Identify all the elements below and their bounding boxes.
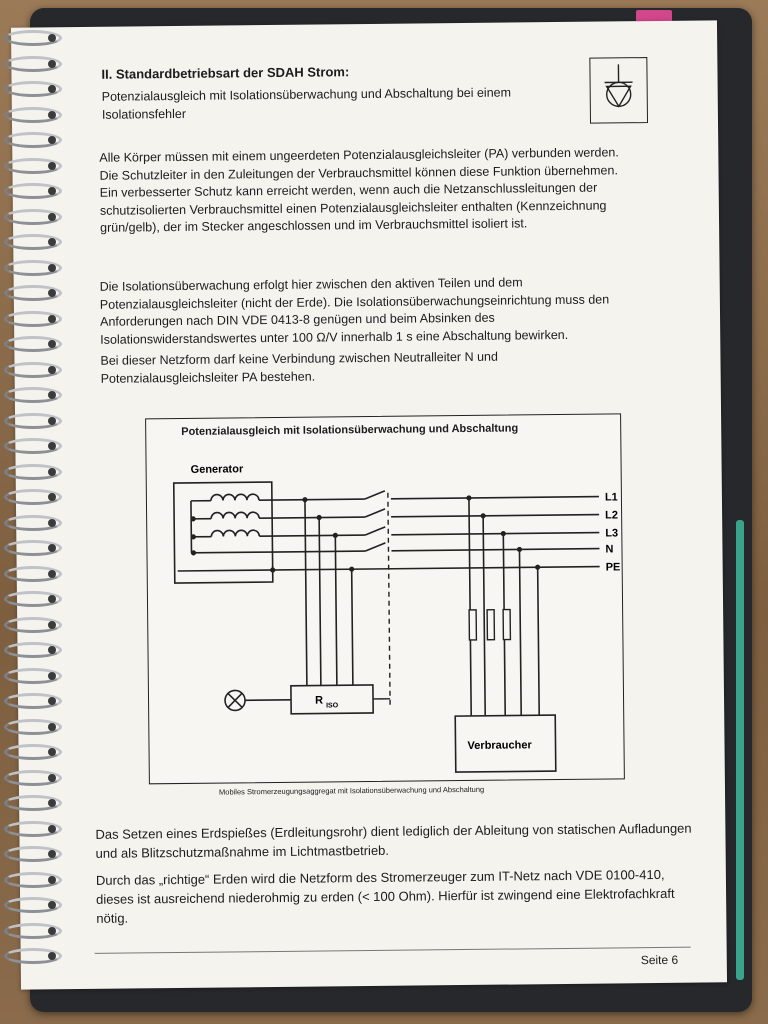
line-label-pe: PE	[605, 561, 621, 574]
generator-label: Generator	[190, 463, 244, 476]
binding-hole	[48, 238, 56, 246]
binding-hole	[48, 60, 56, 68]
section-heading: II. Standardbetriebsart der SDAH Strom:	[101, 64, 350, 82]
binding-hole	[48, 850, 56, 858]
binding-hole	[48, 85, 56, 93]
footer-divider	[95, 947, 691, 954]
paragraph-3: Bei dieser Netzform darf keine Verbindung zwischen Neutralleiter N und Potenzialausgleichsleiter PA bestehen.	[100, 349, 498, 386]
green-page-edge	[736, 520, 744, 980]
binding-hole	[48, 952, 56, 960]
binding-hole	[48, 774, 56, 782]
line-label-l3: L3	[605, 527, 619, 540]
binding-hole	[48, 340, 56, 348]
diagram-caption: Mobiles Stromerzeugungsaggregat mit Isolationsüberwachung und Abschaltung	[218, 784, 485, 797]
indicator-lamp-icon	[225, 690, 245, 710]
binding-hole	[48, 264, 56, 272]
binding-hole	[48, 901, 56, 909]
line-label-l2: L2	[605, 509, 619, 522]
section-subheading: Potenzialausgleich mit Isolationsüberwachung und Abschaltung bei einem Isolationsfehler	[101, 85, 512, 122]
page-number: Seite 6	[640, 952, 679, 968]
binding-hole	[48, 621, 56, 629]
line-label-l1: L1	[604, 491, 618, 504]
binding-hole	[48, 34, 56, 42]
binding-hole	[48, 493, 56, 501]
binding-hole	[48, 799, 56, 807]
binding-hole	[48, 162, 56, 170]
binding-hole	[48, 366, 56, 374]
fuses	[469, 610, 510, 640]
binding-hole	[48, 442, 56, 450]
binding-hole	[48, 595, 56, 603]
binding-hole	[48, 417, 56, 425]
paragraph-4: Das Setzen eines Erdspießes (Erdleitungsrohr) dient lediglich der Ableitung von statischen Aufladungen und als Blitzschutzmaßnahme im Lichtmastbetrieb.	[95, 820, 692, 861]
r-iso-label: R	[314, 694, 324, 707]
line-label-n: N	[605, 543, 614, 556]
switch-actuator	[388, 493, 390, 707]
binding-hole	[48, 748, 56, 756]
consumer-label: Verbraucher	[467, 739, 532, 752]
binding-hole	[48, 468, 56, 476]
binding-hole	[48, 825, 56, 833]
potential-equalization-symbol-icon	[589, 57, 648, 124]
generator-coils	[211, 494, 259, 537]
document-page	[11, 20, 727, 989]
binding-hole	[48, 876, 56, 884]
paragraph-5: Durch das „richtige“ Erden wird die Netzform des Stromerzeuger zum IT-Netz nach VDE 0100-410, dieses ist ausreichend niederohmig zu erden (< 100 Ohm). Hierfür ist zwingend eine Elektrofachkraft nötig.	[95, 866, 675, 926]
circuit-diagram	[145, 413, 625, 784]
r-iso-subscript: ISO	[326, 702, 339, 710]
binding-hole	[48, 289, 56, 297]
r-iso-box	[291, 685, 373, 714]
diagram-title: Potenzialausgleich mit Isolationsüberwachung und Abschaltung	[181, 422, 519, 438]
binding-hole	[48, 111, 56, 119]
paragraph-2: Die Isolationsüberwachung erfolgt hier zwischen den aktiven Teilen und dem Potenzialausgleichsleiter (nicht der Erde). Die Isolationsüberwachungseinrichtung muss den Anforderungen nach DIN VDE 0413-8 genügen und beim Absinken des Isolationswiderstandswertes unter 100 Ω/V innerhalb 1 s eine Abschaltung bewirken.	[99, 275, 610, 347]
binding-hole	[48, 544, 56, 552]
binding-hole	[48, 136, 56, 144]
binding-hole	[48, 646, 56, 654]
binding-hole	[48, 697, 56, 705]
binding-hole	[48, 570, 56, 578]
binding-hole	[48, 519, 56, 527]
binding-hole	[48, 187, 56, 195]
binding-hole	[48, 391, 56, 399]
binding-hole	[48, 213, 56, 221]
paragraph-1: Alle Körper müssen mit einem ungeerdeten Potenzialausgleichsleiter (PA) verbunden werden. Die Schutzleiter in den Zuleitungen der Verbrauchsmittel können diese Funktion übernehmen. Ein verbesserter Schutz kann erreicht werden, wenn auch die Netzanschlussleitungen der schutzisolierten Verbrauchsmittel einen Potenzialausgleichsleiter enthalten (Kennzeichnung grün/gelb), der im Stecker angeschlossen und im Verbrauchsmittel isoliert ist.	[99, 145, 619, 235]
binding-hole	[48, 672, 56, 680]
binding-hole	[48, 927, 56, 935]
page-content	[11, 20, 727, 989]
binding-hole	[48, 723, 56, 731]
spiral-binding	[0, 30, 70, 990]
binding-hole	[48, 315, 56, 323]
